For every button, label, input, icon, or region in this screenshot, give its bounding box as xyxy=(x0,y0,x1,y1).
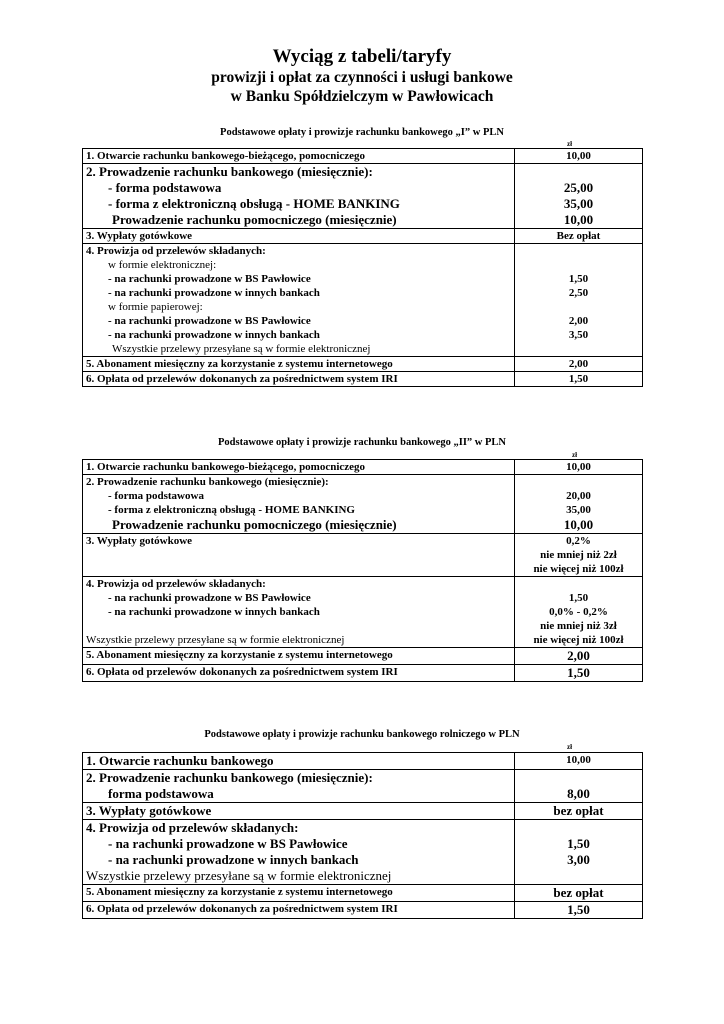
row-value: 10,00 xyxy=(563,212,594,227)
table2-caption: Podstawowe opłaty i prowizje rachunku bankowego „II” w PLN xyxy=(218,437,506,448)
table-row xyxy=(83,648,643,665)
row-sublabel: w formie papierowej: xyxy=(108,301,203,313)
fee-table-2 xyxy=(82,459,643,682)
row-sublabel: - na rachunki prowadzone w innych bankach xyxy=(108,287,320,299)
row-value: nie mniej niż 3zł xyxy=(540,620,617,632)
row-note: Wszystkie przelewy przesyłane są w formie elektronicznej xyxy=(86,634,345,646)
row-value: 10,00 xyxy=(566,754,591,766)
row-label: 1. Otwarcie rachunku bankowego-bieżącego, pomocniczego xyxy=(86,461,366,473)
row-value: 35,00 xyxy=(563,196,594,211)
table-row xyxy=(83,460,643,475)
row-value: 2,00 xyxy=(568,358,589,370)
table3-currency: zł xyxy=(567,743,573,751)
table3-caption: Podstawowe opłaty i prowizje rachunku bankowego rolniczego w PLN xyxy=(204,729,520,740)
row-note: Wszystkie przelewy przesyłane są w formie elektronicznej xyxy=(112,343,371,355)
table-row xyxy=(83,534,643,577)
page-subtitle-bank: w Banku Spółdzielczym w Pawłowicach xyxy=(230,88,494,105)
table-row xyxy=(83,665,643,682)
row-note: Wszystkie przelewy przesyłane są w formie elektronicznej xyxy=(86,868,392,883)
row-value: Bez opłat xyxy=(556,230,601,242)
row-value: 10,00 xyxy=(566,461,591,473)
table-row xyxy=(83,902,643,919)
row-label: 4. Prowizja od przelewów składanych: xyxy=(86,245,266,257)
row-sublabel: - na rachunki prowadzone w innych bankach xyxy=(108,852,359,867)
row-value: 25,00 xyxy=(563,180,594,195)
table2-currency: zł xyxy=(572,451,578,459)
row-label: 4. Prowizja od przelewów składanych: xyxy=(86,820,299,835)
row-sublabel: - forma podstawowa xyxy=(108,490,204,502)
row-label: 4. Prowizja od przelewów składanych: xyxy=(86,578,266,590)
row-value: 1,50 xyxy=(568,373,589,385)
row-label: 3. Wypłaty gotówkowe xyxy=(86,535,193,547)
row-label: 5. Abonament miesięczny za korzystanie z systemu internetowego xyxy=(86,886,393,898)
fee-table-3 xyxy=(82,752,643,919)
fee-table-1 xyxy=(82,148,643,387)
row-value: 20,00 xyxy=(566,490,591,502)
row-sublabel: - na rachunki prowadzone w BS Pawłowice xyxy=(108,592,311,604)
row-label: 3. Wypłaty gotówkowe xyxy=(86,803,212,818)
row-value: 1,50 xyxy=(568,592,589,604)
row-sublabel: Prowadzenie rachunku pomocniczego (miesięcznie) xyxy=(112,212,397,227)
row-value: bez opłat xyxy=(553,803,604,818)
table1-caption: Podstawowe opłaty i prowizje rachunku bankowego „I” w PLN xyxy=(220,127,504,138)
row-label: 5. Abonament miesięczny za korzystanie z systemu internetowego xyxy=(86,649,393,661)
table-row xyxy=(83,372,643,387)
row-value: 35,00 xyxy=(566,504,591,516)
row-label: 2. Prowadzenie rachunku bankowego (miesięcznie): xyxy=(86,476,329,488)
table-row xyxy=(83,244,643,357)
row-value: nie mniej niż 2zł xyxy=(540,549,617,561)
row-value: 2,00 xyxy=(567,648,590,663)
row-sublabel: - na rachunki prowadzone w BS Pawłowice xyxy=(108,836,348,851)
row-value: 3,50 xyxy=(568,329,589,341)
row-value: nie więcej niż 100zł xyxy=(533,634,624,646)
table-row xyxy=(83,357,643,372)
table-row xyxy=(83,475,643,534)
row-value: 2,50 xyxy=(568,287,589,299)
row-sublabel: - forma z elektroniczną obsługą - HOME BANKING xyxy=(108,504,355,516)
row-value: 1,50 xyxy=(568,273,589,285)
table-row xyxy=(83,577,643,648)
row-label: 6. Opłata od przelewów dokonanych za pośrednictwem system IRI xyxy=(86,903,398,915)
table-row xyxy=(83,820,643,885)
row-value: 10,00 xyxy=(563,517,594,532)
row-sublabel: - na rachunki prowadzone w innych bankach xyxy=(108,329,320,341)
table-row xyxy=(83,164,643,229)
table-row xyxy=(83,770,643,803)
table-row xyxy=(83,149,643,164)
row-value: bez opłat xyxy=(553,885,604,900)
row-value: 3,00 xyxy=(567,852,590,867)
row-label: 1. Otwarcie rachunku bankowego-bieżącego, pomocniczego xyxy=(86,150,366,162)
page-subtitle: prowizji i opłat za czynności i usługi bankowe xyxy=(211,69,513,86)
row-value: 8,00 xyxy=(567,786,590,801)
row-sublabel: forma podstawowa xyxy=(108,786,214,801)
table-row xyxy=(83,229,643,244)
row-value: 0,2% xyxy=(566,535,591,547)
row-label: 3. Wypłaty gotówkowe xyxy=(86,230,193,242)
row-label: 1. Otwarcie rachunku bankowego xyxy=(86,753,274,768)
row-sublabel: - forma z elektroniczną obsługą - HOME BANKING xyxy=(108,196,400,211)
row-value: 1,50 xyxy=(567,665,590,680)
row-sublabel: - forma podstawowa xyxy=(108,180,222,195)
row-label: 2. Prowadzenie rachunku bankowego (miesięcznie): xyxy=(86,770,373,785)
row-value: 2,00 xyxy=(568,315,589,327)
table-row xyxy=(83,803,643,820)
row-sublabel: Prowadzenie rachunku pomocniczego (miesięcznie) xyxy=(112,517,397,532)
row-value: 1,50 xyxy=(567,836,590,851)
row-value: 10,00 xyxy=(566,150,591,162)
page-title: Wyciąg z tabeli/taryfy xyxy=(272,46,452,67)
row-label: 6. Opłata od przelewów dokonanych za pośrednictwem system IRI xyxy=(86,373,398,385)
table1-currency: zł xyxy=(567,140,573,148)
row-sublabel: w formie elektronicznej: xyxy=(108,259,217,271)
row-value: nie więcej niż 100zł xyxy=(533,563,624,575)
row-label: 6. Opłata od przelewów dokonanych za pośrednictwem system IRI xyxy=(86,666,398,678)
row-sublabel: - na rachunki prowadzone w innych bankach xyxy=(108,606,320,618)
row-sublabel: - na rachunki prowadzone w BS Pawłowice xyxy=(108,273,311,285)
table-row xyxy=(83,885,643,902)
row-value: 0,0% - 0,2% xyxy=(549,606,608,618)
row-label: 2. Prowadzenie rachunku bankowego (miesięcznie): xyxy=(86,164,373,179)
table-row xyxy=(83,753,643,770)
row-sublabel: - na rachunki prowadzone w BS Pawłowice xyxy=(108,315,311,327)
row-value: 1,50 xyxy=(567,902,590,917)
row-label: 5. Abonament miesięczny za korzystanie z systemu internetowego xyxy=(86,358,393,370)
